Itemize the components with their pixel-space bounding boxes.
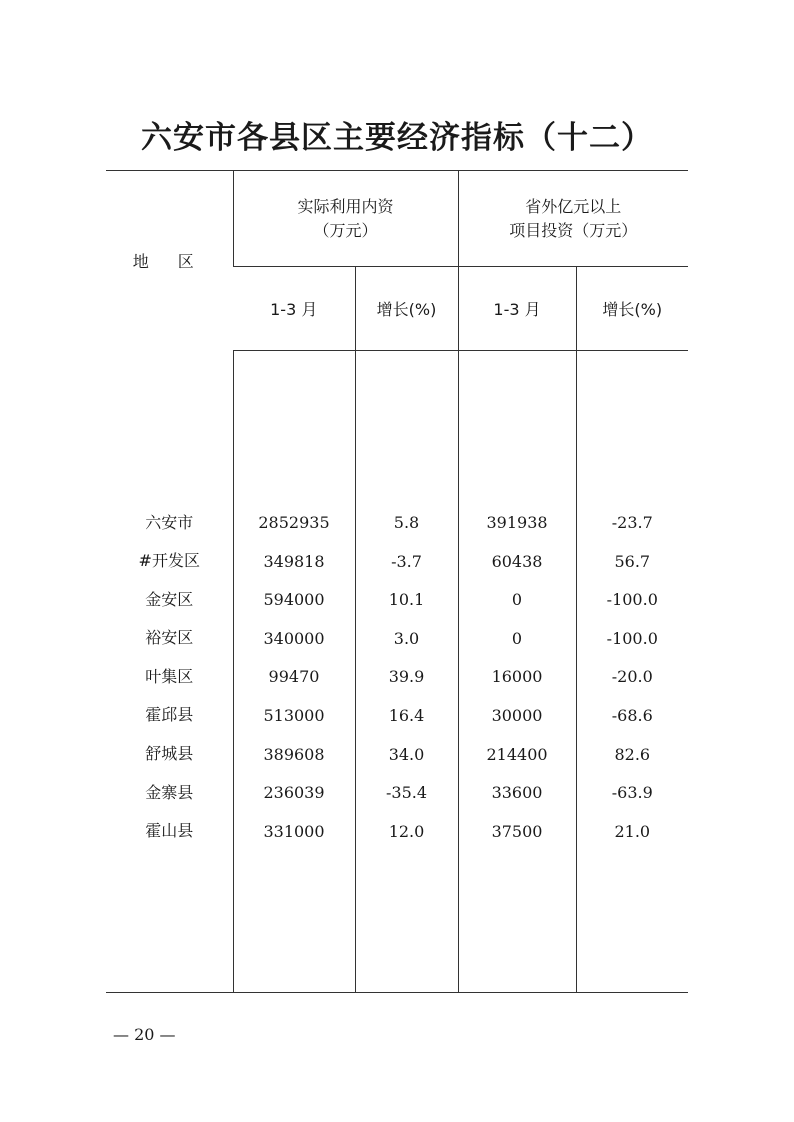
col-header-b-growth: 增长(%)	[576, 267, 688, 351]
table-cell-a-value: 331000	[263, 821, 325, 841]
table-cell-a-value: 2852935	[258, 513, 330, 532]
table-cell-a-value: 594000	[263, 590, 325, 610]
table-cell-a-growth: 5.8	[393, 513, 420, 532]
table-cell-b-growth: 82.6	[614, 744, 651, 764]
table-cell-b-growth: -63.9	[611, 783, 653, 803]
table-cell-b-growth: 56.7	[614, 551, 651, 571]
table-cell-b-value: 214400	[486, 744, 548, 764]
col-header-a-growth: 增长(%)	[355, 267, 458, 351]
table-cell-a-growth: 34.0	[388, 744, 425, 764]
table-cell-b-value: 37500	[491, 821, 543, 841]
region-column-header: 地 区	[106, 171, 233, 351]
table-cell-a-growth: 3.0	[393, 628, 420, 648]
table-cell-b-growth: -68.6	[611, 705, 653, 725]
table-cell-region: 金寨县	[145, 782, 194, 802]
table-cell-b-growth: -23.7	[611, 513, 653, 532]
table-cell-b-value: 0	[511, 628, 523, 648]
table-cell-b-value: 30000	[491, 705, 543, 725]
table-cell-region: 金安区	[145, 589, 194, 609]
region-column	[106, 351, 233, 993]
table-cell-b-value: 0	[511, 590, 523, 610]
table-cell-a-value: 340000	[263, 628, 325, 648]
b-value-column	[458, 351, 576, 993]
table-cell-region: 霍邱县	[145, 705, 194, 725]
table-cell-b-growth: -100.0	[606, 628, 658, 648]
table-cell-region: 舒城县	[145, 744, 194, 764]
outside-province-investment-group-header: 省外亿元以上 项目投资（万元）	[458, 171, 688, 267]
economic-indicators-table	[106, 170, 688, 993]
a-value-column	[233, 351, 355, 993]
table-cell-a-growth: 12.0	[388, 821, 425, 841]
table-cell-a-value: 99470	[268, 667, 320, 687]
page-title: 六安市各县区主要经济指标（十二）	[141, 120, 653, 156]
table-cell-a-value: 349818	[263, 551, 325, 571]
table-cell-region: 六安市	[145, 512, 194, 532]
table-cell-region: #开发区	[138, 551, 200, 571]
col-header-b-value: 1-3 月	[458, 267, 576, 351]
table-cell-region: 叶集区	[145, 666, 194, 686]
col-header-a-value: 1-3 月	[233, 267, 355, 351]
table-cell-a-growth: -3.7	[391, 551, 422, 571]
table-cell-a-growth: 16.4	[388, 705, 425, 725]
table-cell-region: 裕安区	[145, 628, 194, 648]
domestic-capital-group-header: 实际利用内资 （万元）	[233, 171, 458, 267]
table-cell-a-growth: 10.1	[388, 590, 425, 610]
table-cell-a-value: 236039	[263, 783, 325, 803]
table-cell-region: 霍山县	[145, 821, 194, 841]
table-cell-b-growth: -100.0	[606, 590, 658, 610]
page-number: — 20 —	[113, 1025, 176, 1044]
table-cell-b-value: 60438	[491, 551, 543, 571]
table-cell-b-value: 391938	[486, 513, 548, 532]
table-cell-b-value: 33600	[491, 783, 543, 803]
table-cell-b-value: 16000	[491, 667, 543, 687]
table-cell-b-growth: -20.0	[611, 667, 653, 687]
table-cell-b-growth: 21.0	[614, 821, 651, 841]
table-cell-a-growth: -35.4	[385, 783, 428, 803]
b-growth-column	[576, 351, 688, 993]
a-growth-column	[355, 351, 458, 993]
table-cell-a-growth: 39.9	[388, 667, 425, 687]
table-cell-a-value: 513000	[263, 705, 325, 725]
table-cell-a-value: 389608	[263, 744, 325, 764]
